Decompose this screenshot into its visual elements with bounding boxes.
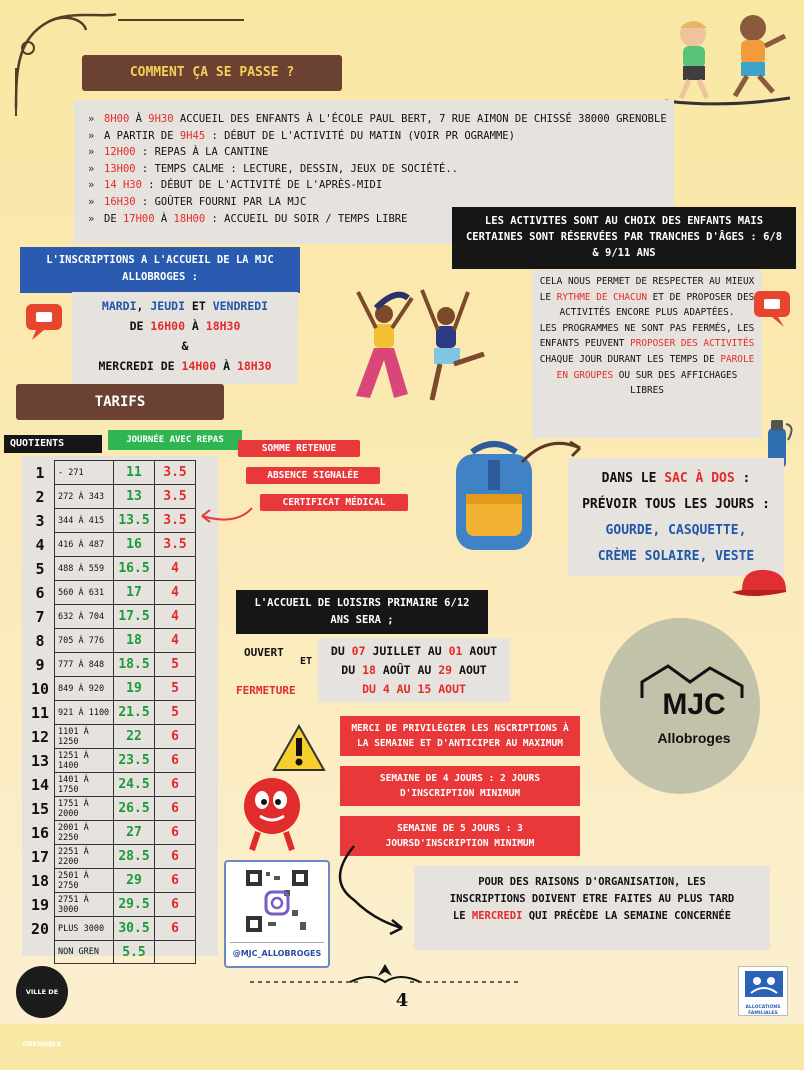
day-jeudi: JEUDI xyxy=(150,299,185,313)
parole-highlight: PAROLE EN GROUPES xyxy=(556,353,755,381)
label: À xyxy=(185,319,206,333)
speech-bubble-icon xyxy=(750,285,796,331)
label: AOUT xyxy=(452,663,487,677)
tarif-rank: 9 xyxy=(35,655,45,674)
tarif-retenue: 4 xyxy=(155,629,196,653)
tarif-price: 11 xyxy=(114,461,155,485)
tarif-row xyxy=(26,773,196,797)
tarif-rank: 17 xyxy=(30,847,50,866)
separator: ET xyxy=(185,299,213,313)
label: AOÛT AU xyxy=(375,663,439,677)
tarif-retenue: 6 xyxy=(155,821,196,845)
et-label: ET xyxy=(300,656,313,667)
tarif-row xyxy=(26,869,196,893)
tarif-rank: 4 xyxy=(35,535,45,554)
tarif-retenue: 6 xyxy=(155,893,196,917)
page-number: 4 xyxy=(395,990,409,1011)
notice-anticiper: MERCI DE PRIVILÉGIER LES NSCRIPTIONS À LA SEMAINE ET D'ANTICIPER AU MAXIMUM xyxy=(340,716,580,756)
tarif-range: 705 À 776 xyxy=(55,629,114,653)
inscriptions-banner: L'INSCRIPTIONS A L'ACCUEIL DE LA MJC ALLOBROGES : xyxy=(20,247,300,293)
schedule-text: ACCUEIL DES ENFANTS À L'ÉCOLE PAUL BERT, 7 RUE AIMON DE CHISSÉ 38000 GRENOBLE xyxy=(173,113,667,125)
footer-ornament xyxy=(240,960,530,1010)
tarif-range: - 271 xyxy=(55,461,114,485)
day-vendredi: VENDREDI xyxy=(212,299,269,313)
label: AOUT xyxy=(462,644,498,658)
tarif-range: 2501 À 2750 xyxy=(55,869,114,893)
tarif-row xyxy=(26,533,196,557)
tarif-range: 2251 À 2200 xyxy=(55,845,114,869)
tarif-retenue: 6 xyxy=(155,917,196,941)
tarif-retenue: 6 xyxy=(155,773,196,797)
notices-stack xyxy=(340,716,580,856)
speech-bubble-icon xyxy=(22,298,68,344)
tarif-rank: 15 xyxy=(30,799,50,818)
deadline-text: QUI PRÉCÈDE LA SEMAINE CONCERNÉE xyxy=(522,910,732,922)
time-start: 16H00 xyxy=(150,319,185,333)
tarif-retenue: 6 xyxy=(155,749,196,773)
tarif-retenue: 6 xyxy=(155,797,196,821)
tarif-price: 26.5 xyxy=(114,797,155,821)
tarif-range: 849 À 920 xyxy=(55,677,114,701)
activities-text-part: LES PROGRAMMES NE SONT PAS FERMÉS, LES ENFANTS PEUVENT xyxy=(539,322,755,350)
deadline-notice xyxy=(414,866,770,950)
tarif-retenue: 6 xyxy=(155,845,196,869)
label: : xyxy=(734,471,751,486)
schedule-time: 18H00 xyxy=(173,212,206,225)
sac-line-2: PRÉVOIR TOUS LES JOURS : xyxy=(582,497,770,512)
tarif-row xyxy=(26,917,196,941)
tarif-range: 1101 À 1250 xyxy=(55,725,114,749)
date-range-1 xyxy=(318,642,510,661)
activities-text-part: CHAQUE JOUR DURANT LES TEMPS DE xyxy=(539,353,721,365)
date-day: 18 xyxy=(362,663,376,677)
caf-logo-text: ALLOCATIONS FAMILIALES xyxy=(745,1005,781,1016)
schedule-time: 17H00 xyxy=(122,212,155,225)
tarif-rank: 1 xyxy=(35,463,45,482)
chevron-icon: » xyxy=(88,195,95,208)
tarif-price: 19 xyxy=(114,677,155,701)
schedule-text: DE xyxy=(104,212,123,225)
date-day: 01 xyxy=(448,644,463,658)
warning-icon xyxy=(270,722,328,776)
tarif-row xyxy=(26,557,196,581)
chevron-icon: » xyxy=(88,162,95,175)
tarif-range: 1401 À 1750 xyxy=(55,773,114,797)
tarif-rank: 14 xyxy=(30,775,50,794)
fermeture-label: FERMETURE xyxy=(236,684,296,697)
schedule-item xyxy=(88,144,674,161)
schedule-text: : DÉBUT DE L'ACTIVITÉ DE L'APRÈS-MIDI xyxy=(141,179,383,192)
inscriptions-hours xyxy=(72,292,298,384)
deadline-day: MERCREDI xyxy=(471,910,523,922)
tarif-price: 13.5 xyxy=(114,509,155,533)
tarif-range: 272 À 343 xyxy=(55,485,114,509)
tarif-rank: 11 xyxy=(30,703,50,722)
schedule-text: : REPAS À LA CANTINE xyxy=(135,146,269,159)
arrow-icon xyxy=(196,500,256,530)
ampersand: & xyxy=(181,339,189,353)
notice-semaine-4: SEMAINE DE 4 JOURS : 2 JOURS D'INSCRIPTION MINIMUM xyxy=(340,766,580,806)
tarifs-title: TARIFS xyxy=(16,384,224,420)
tarif-row xyxy=(26,749,196,773)
mascot-illustration xyxy=(234,770,314,854)
tarif-rank xyxy=(26,941,55,964)
caf-logo-icon xyxy=(739,967,789,1001)
time-start: 14H00 xyxy=(181,359,217,373)
tarif-rank: 10 xyxy=(30,679,50,698)
tarif-row xyxy=(26,629,196,653)
tarif-price: 27 xyxy=(114,821,155,845)
journee-label: JOURNÉE AVEC REPAS xyxy=(108,430,242,450)
schedule-item xyxy=(88,161,674,178)
tarif-price: 16 xyxy=(114,533,155,557)
ville-grenoble-logo xyxy=(16,966,68,1048)
tarif-row xyxy=(26,509,196,533)
tarif-row xyxy=(26,797,196,821)
inscriptions-days xyxy=(72,296,298,316)
tarif-range: 416 À 487 xyxy=(55,533,114,557)
chevron-icon: » xyxy=(88,129,95,142)
time-end: 18H30 xyxy=(205,319,241,333)
activities-text-part: ET DE PROPOSER DES ACTIVITÉS ENCORE PLUS ADAPTÉES. xyxy=(559,291,755,319)
tarif-retenue: 4 xyxy=(155,605,196,629)
tarif-rank: 19 xyxy=(30,895,50,914)
tarif-price: 13 xyxy=(114,485,155,509)
tarif-row xyxy=(26,485,196,509)
dancing-girls-illustration xyxy=(336,278,496,413)
label: DU xyxy=(341,663,363,677)
label: DE xyxy=(129,319,151,333)
tarif-row xyxy=(26,941,196,964)
tarif-rank: 7 xyxy=(35,607,45,626)
ville-logo-text: VILLE DE GRENOBLE xyxy=(22,988,62,1048)
label: JUILLET AU xyxy=(365,644,449,658)
tarif-rank: 12 xyxy=(30,727,50,746)
tarif-price: 21.5 xyxy=(114,701,155,725)
tarif-retenue: 6 xyxy=(155,725,196,749)
retenue-notes xyxy=(238,440,408,511)
tarifs-table-wrapper xyxy=(26,460,196,964)
date-day: 07 xyxy=(351,644,366,658)
notice-semaine-5: SEMAINE DE 5 JOURS : 3 JOURSD'INSCRIPTION MINIMUM xyxy=(340,816,580,856)
schedule-time: 8H00 xyxy=(104,113,130,125)
accueil-dates xyxy=(318,638,510,702)
tarif-row xyxy=(26,461,196,485)
schedule-time: 12H00 xyxy=(104,146,136,159)
tarif-row xyxy=(26,581,196,605)
tarif-retenue: 3.5 xyxy=(155,485,196,509)
sac-line-1 xyxy=(572,466,780,492)
activities-banner: LES ACTIVITES SONT AU CHOIX DES ENFANTS MAIS CERTAINES SONT RÉSERVÉES PAR TRANCHES D'ÂGES : 6/8 & 9/11 ANS xyxy=(452,207,796,269)
activities-text xyxy=(532,270,762,438)
note-absence-signalee: ABSENCE SIGNALÉE xyxy=(246,467,380,484)
label: MERCREDI DE xyxy=(98,359,182,373)
caf-logo xyxy=(738,966,788,1016)
activities-text-part: CELA NOUS PERMET DE RESPECTER AU MIEUX LE xyxy=(539,276,755,303)
schedule-item xyxy=(88,177,674,194)
instagram-handle[interactable]: @MJC_ALLOBROGES xyxy=(230,942,324,958)
tarif-rank: 8 xyxy=(35,631,45,650)
tarif-row xyxy=(26,605,196,629)
label: DU xyxy=(330,644,352,658)
tarif-price: 24.5 xyxy=(114,773,155,797)
tarif-row xyxy=(26,701,196,725)
schedule-text: : DÉBUT DE L'ACTIVITÉ DU MATIN (VOIR PR OGRAMME) xyxy=(205,129,515,142)
tarif-retenue: 3.5 xyxy=(155,461,196,485)
tarif-price: 5.5 xyxy=(114,941,155,964)
deadline-text: POUR DES RAISONS D'ORGANISATION, LES INSCRIPTIONS DOIVENT ETRE FAITES AU PLUS TARD LE xyxy=(449,876,735,922)
tarif-price: 28.5 xyxy=(114,845,155,869)
tarif-retenue: 3.5 xyxy=(155,533,196,557)
tarif-row xyxy=(26,893,196,917)
separator: , xyxy=(136,299,151,313)
schedule-time: 16H30 xyxy=(104,195,136,208)
chevron-icon: » xyxy=(88,179,95,192)
rythme-highlight: RYTHME DE CHACUN xyxy=(556,291,647,303)
tarif-rank: 2 xyxy=(35,487,45,506)
arrow-icon xyxy=(324,840,408,940)
tarif-price: 23.5 xyxy=(114,749,155,773)
schedule-text: : GOÛTER FOURNI PAR LA MJC xyxy=(135,195,307,208)
tarif-price: 29 xyxy=(114,869,155,893)
tarif-price: 18 xyxy=(114,629,155,653)
tarif-rank: 18 xyxy=(30,871,50,890)
sac-highlight: SAC À DOS xyxy=(664,471,735,486)
sac-line-3: GOURDE, CASQUETTE, xyxy=(605,523,747,538)
tarif-price: 22 xyxy=(114,725,155,749)
schedule-time: 9H30 xyxy=(148,113,174,125)
day-mardi: MARDI xyxy=(101,299,137,313)
tarif-price: 17 xyxy=(114,581,155,605)
tarif-range: PLUS 3000 xyxy=(55,917,114,941)
tarif-range: 632 À 704 xyxy=(55,605,114,629)
tarif-row xyxy=(26,845,196,869)
tarif-range: NON GREN xyxy=(55,941,114,964)
tarif-price: 29.5 xyxy=(114,893,155,917)
schedule-time: 13H00 xyxy=(104,162,136,175)
date-day: 29 xyxy=(438,663,453,677)
tarif-row xyxy=(26,725,196,749)
tarif-retenue: 4 xyxy=(155,581,196,605)
page-title: COMMENT ÇA SE PASSE ? xyxy=(82,55,342,91)
sac-a-dos-panel xyxy=(568,458,784,576)
schedule-time: 9H45 xyxy=(179,129,206,142)
tarif-rank: 6 xyxy=(35,583,45,602)
schedule-item xyxy=(88,111,674,128)
tarif-price: 16.5 xyxy=(114,557,155,581)
tarif-range: 560 À 631 xyxy=(55,581,114,605)
schedule-text: À xyxy=(154,212,174,225)
tarif-retenue: 4 xyxy=(155,557,196,581)
note-certificat-medical: CERTIFICAT MÉDICAL xyxy=(260,494,408,511)
tarif-retenue: 6 xyxy=(155,869,196,893)
tarif-range: 1251 À 1400 xyxy=(55,749,114,773)
chevron-icon: » xyxy=(88,212,95,225)
sac-line-4: CRÈME SOLAIRE, VESTE xyxy=(597,549,755,564)
tarif-range: 344 À 415 xyxy=(55,509,114,533)
qr-code-icon xyxy=(226,862,328,942)
tarif-retenue xyxy=(155,941,196,964)
cap-icon xyxy=(728,564,792,604)
accueil-banner: L'ACCUEIL DE LOISIRS PRIMAIRE 6/12 ANS SERA ; xyxy=(236,590,488,634)
tarif-rank: 3 xyxy=(35,511,45,530)
schedule-text: : ACCUEIL DU SOIR / TEMPS LIBRE xyxy=(205,212,408,225)
tarif-retenue: 5 xyxy=(155,701,196,725)
tarif-price: 18.5 xyxy=(114,653,155,677)
tarif-retenue: 5 xyxy=(155,677,196,701)
tarif-row xyxy=(26,653,196,677)
label: DANS LE xyxy=(601,471,665,486)
chevron-icon: » xyxy=(88,113,95,125)
quotients-label: QUOTIENTS xyxy=(4,435,102,453)
schedule-time: 14 H30 xyxy=(104,179,142,192)
tarif-row xyxy=(26,821,196,845)
tarif-range: 2751 À 3000 xyxy=(55,893,114,917)
date-range-closed: DU 4 AU 15 AOUT xyxy=(362,682,466,696)
tarif-range: 2001 À 2250 xyxy=(55,821,114,845)
time-end: 18H30 xyxy=(236,359,272,373)
label: À xyxy=(216,359,237,373)
tarifs-table xyxy=(26,460,196,964)
proposer-highlight: PROPOSER DES ACTIVITÉS xyxy=(630,338,755,350)
tarif-rank: 16 xyxy=(30,823,50,842)
tarif-range: 777 À 848 xyxy=(55,653,114,677)
ouvert-label: OUVERT xyxy=(244,646,284,659)
tarif-row xyxy=(26,677,196,701)
schedule-text: : TEMPS CALME : LECTURE, DESSIN, JEUX DE SOCIÉTÉ.. xyxy=(135,162,459,175)
note-somme-retenue: SOMME RETENUE xyxy=(238,440,360,457)
tarif-range: 488 À 559 xyxy=(55,557,114,581)
schedule-text: À xyxy=(129,113,149,125)
qr-card[interactable] xyxy=(224,860,330,968)
date-range-2 xyxy=(318,661,510,680)
mjc-logo-text: MJC xyxy=(662,688,726,721)
tarif-price: 30.5 xyxy=(114,917,155,941)
tarif-retenue: 3.5 xyxy=(155,509,196,533)
tarif-retenue: 5 xyxy=(155,653,196,677)
tarif-range: 1751 À 2000 xyxy=(55,797,114,821)
tarif-rank: 5 xyxy=(35,559,45,578)
tarif-rank: 20 xyxy=(30,919,50,938)
schedule-text: A PARTIR DE xyxy=(104,129,180,142)
mjc-logo-name: Allobroges xyxy=(657,730,731,746)
tarif-rank: 13 xyxy=(30,751,50,770)
schedule-item xyxy=(88,128,674,145)
chevron-icon: » xyxy=(88,146,95,159)
inscriptions-wednesday xyxy=(72,356,298,376)
inscriptions-time xyxy=(72,316,298,336)
activities-text-part: OU SUR DES AFFICHAGES LIBRES xyxy=(613,369,738,397)
tarif-range: 921 À 1100 xyxy=(55,701,114,725)
tarif-price: 17.5 xyxy=(114,605,155,629)
kids-running-illustration xyxy=(655,6,795,106)
